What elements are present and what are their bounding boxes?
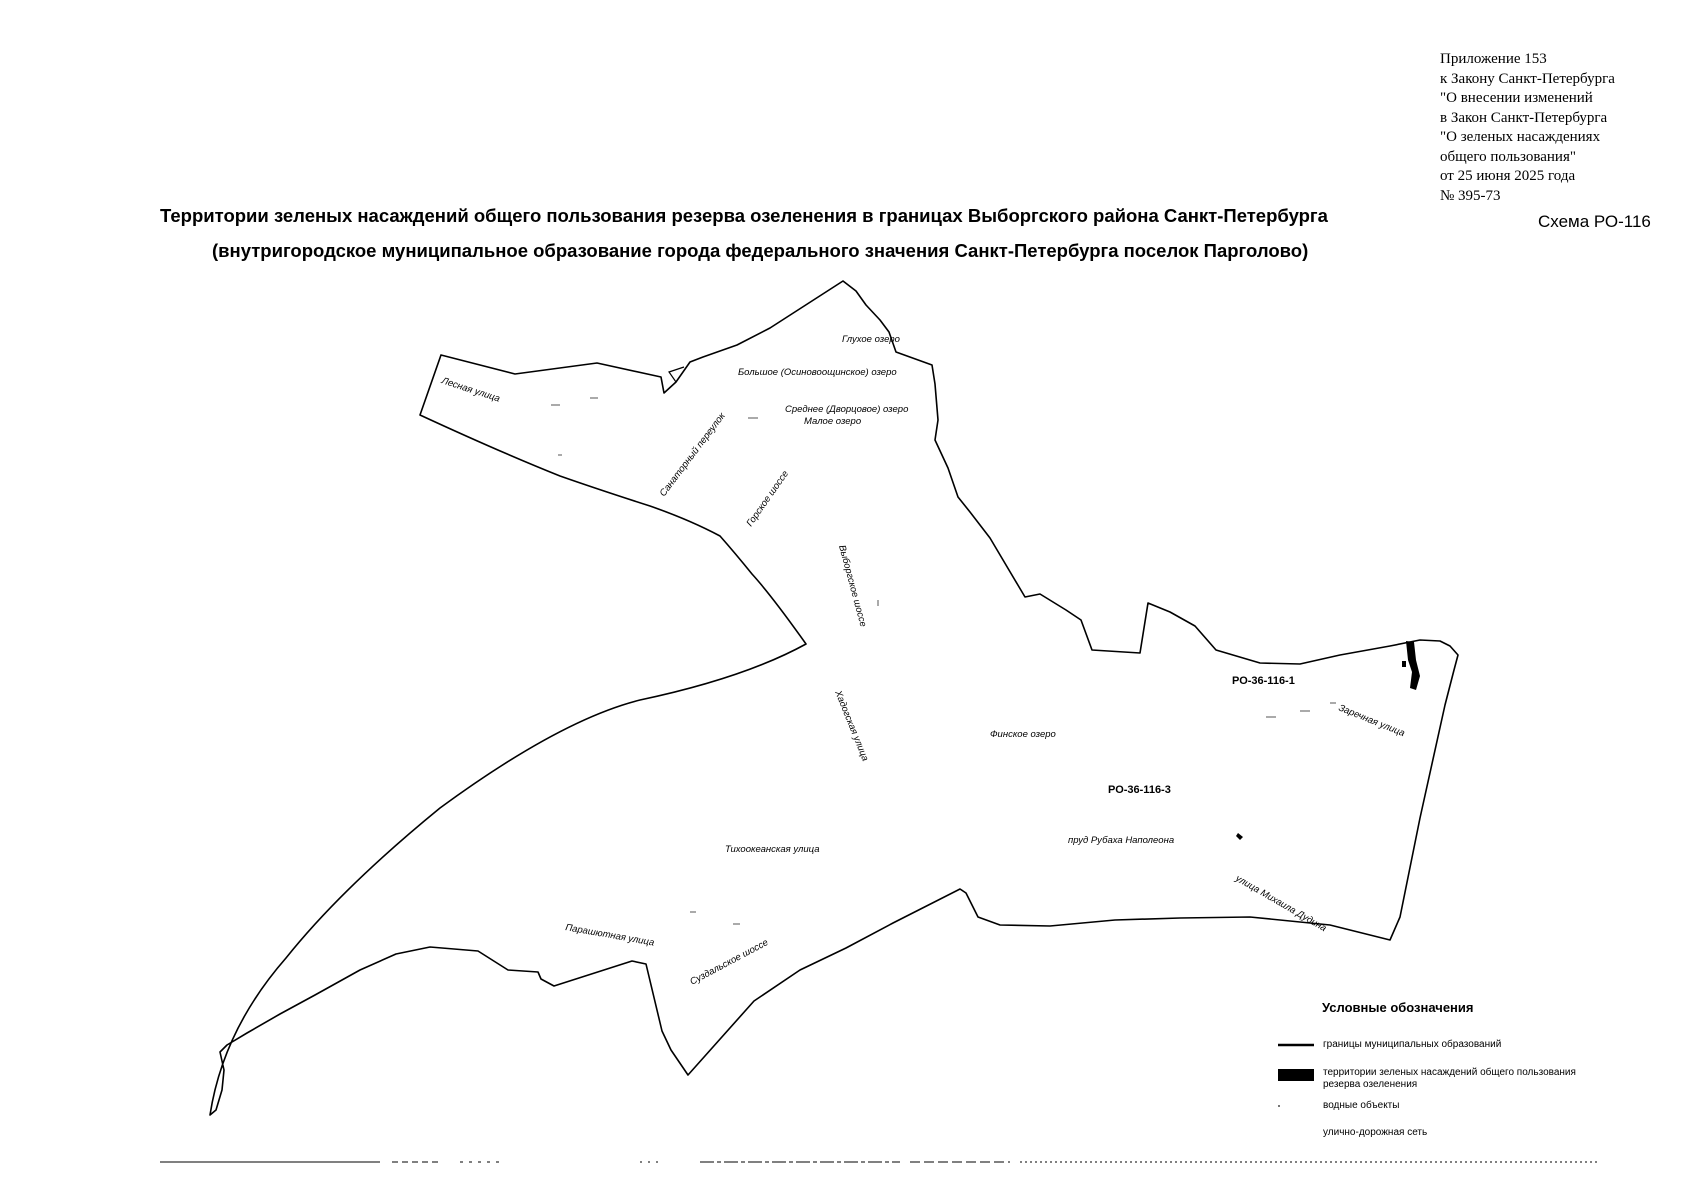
- green-area-icon: [1278, 1069, 1314, 1081]
- label-bolshoe-lake: Большое (Осиновоощинское) озеро: [738, 367, 897, 378]
- green-territory-small: [1402, 661, 1406, 667]
- title-line-1: Территории зеленых насаждений общего пользования резерва озеленения в границах Выборгского района Санкт-Петербурга: [160, 205, 1328, 226]
- label-parashyutnaya-street: Парашютная улица: [564, 922, 656, 949]
- water-icon: [1278, 1103, 1314, 1111]
- legend-label-boundary: границы муниципальных образований: [1323, 1039, 1502, 1050]
- scheme-label: Схема РО-116: [1538, 212, 1651, 231]
- label-maloe-lake: Малое озеро: [804, 416, 862, 427]
- appendix-line: к Закону Санкт-Петербурга: [1440, 70, 1615, 87]
- plot-label-ro-36-116-1: РО-36-116-1: [1232, 675, 1295, 687]
- label-khadogskaya-street: Хадогская улица: [832, 689, 871, 763]
- legend-label-water: водные объекты: [1323, 1100, 1400, 1111]
- appendix-line: общего пользования": [1440, 148, 1576, 165]
- appendix-line: от 25 июня 2025 года: [1440, 168, 1576, 184]
- appendix-line: "О внесении изменений: [1440, 90, 1593, 106]
- boundary-line-icon: [1278, 1042, 1314, 1048]
- road-icon: [1278, 1130, 1314, 1138]
- appendix-line: в Закон Санкт-Петербурга: [1440, 109, 1608, 126]
- label-gorskoe-highway: Горское шоссе: [744, 468, 792, 529]
- label-glukhoe-lake: Глухое озеро: [842, 334, 900, 345]
- label-zarechnaya-street: Заречная улица: [1336, 702, 1407, 740]
- small-marker: [1236, 833, 1243, 840]
- appendix-line: Приложение 153: [1440, 51, 1547, 67]
- title-line-2: (внутригородское муниципальное образование города федерального значения Санкт-Петербурга поселок Парголово): [212, 240, 1309, 261]
- label-tikhookeanskaya-street: Тихоокеанская улица: [725, 844, 820, 855]
- appendix-line: "О зеленых насаждениях: [1440, 129, 1601, 145]
- label-srednee-lake: Среднее (Дворцовое) озеро: [785, 404, 909, 415]
- plot-label-ro-36-116-3: РО-36-116-3: [1108, 784, 1171, 796]
- label-sanatorny-lane: Санаторный переулок: [657, 410, 728, 499]
- label-suzdalskoe-highway: Суздальское шоссе: [688, 937, 771, 988]
- legend-title: Условные обозначения: [1322, 1000, 1474, 1015]
- label-vyborgskoe-highway: Выборгское шоссе: [836, 543, 869, 629]
- green-territory-ro-36-116-1: [1406, 641, 1420, 690]
- label-finskoe-lake: Финское озеро: [990, 729, 1056, 740]
- legend-label-green-1: территории зеленых насаждений общего пользования: [1323, 1067, 1576, 1078]
- label-dudina-street: улица Михаила Дудина: [1233, 873, 1329, 935]
- legend-label-green-2: резерва озеленения: [1323, 1079, 1418, 1090]
- label-prud-rubakha: пруд Рубаха Наполеона: [1068, 835, 1175, 846]
- legend-label-roads: улично-дорожная сеть: [1323, 1127, 1428, 1138]
- appendix-line: № 395-73: [1440, 187, 1501, 204]
- label-lesnaya-street: Лесная улица: [440, 375, 502, 405]
